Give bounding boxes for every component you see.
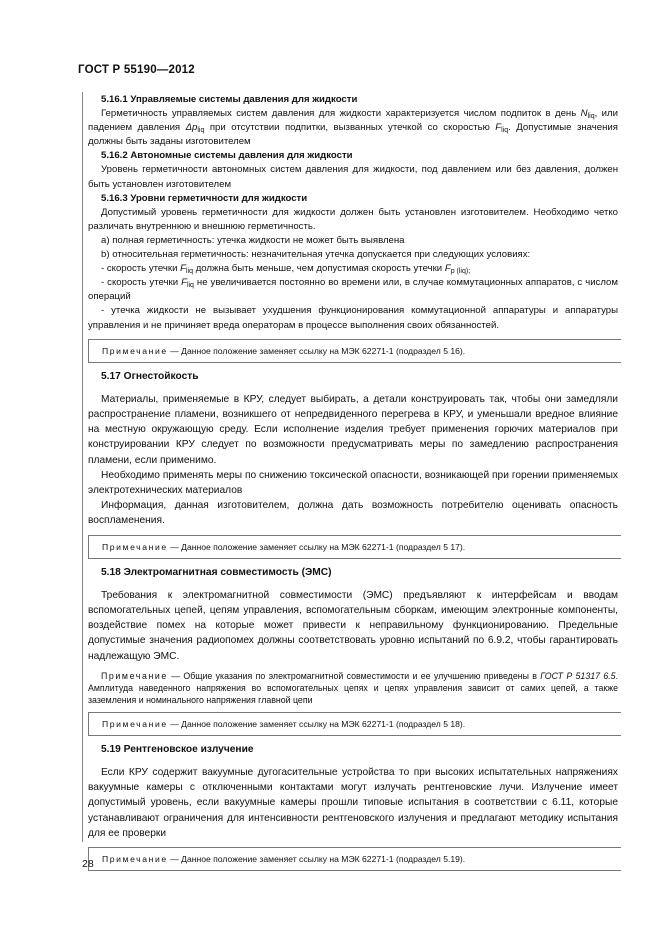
page-number: 28 bbox=[82, 858, 94, 870]
subscript: liq bbox=[186, 282, 194, 290]
text-run: . Амплитуда наведенного напряжения во вспомогательных цепях и цепях управления зависит от самих цепей, а также заземления и номинального напряжения главной цепи bbox=[88, 670, 619, 705]
note-text: — Данное положение заменяет ссылку на МЭК 62271-1 (подраздел 5 17). bbox=[167, 541, 466, 552]
paragraph: a) полная герметичность: утечка жидкости не может быть выявлена bbox=[101, 234, 405, 246]
paragraph: Необходимо применять меры по снижению токсической опасности, возникающей при горении применяемых электротехнических материалов bbox=[88, 469, 618, 497]
paragraph: Требования к электромагнитной совместимости (ЭМС) предъявляют к интерфейсам и вводам вспомогательных цепей, цепям управления, вспомогательным сборкам, имеющим электронные компоненты, воздействие помех на которые может привести к неправильному функционированию. Предельные допустимые значения радиопомех должны соответствовать уровню испытаний по 6.9.2, чтобы гарантировать надлежащую ЭМС. bbox=[88, 589, 618, 662]
text-run: , или падением давления bbox=[88, 108, 618, 134]
section-5-19-title: 5.19 Рентгеновское излучение bbox=[101, 743, 254, 755]
text-run: - скорость утечки bbox=[101, 263, 181, 275]
symbol: F bbox=[180, 263, 187, 275]
note-label: Примечание bbox=[102, 345, 168, 356]
note-box bbox=[88, 847, 621, 871]
section-5-16-1-text bbox=[88, 107, 618, 149]
note-text: — Данное положение заменяет ссылку на МЭК 62271-1 (подраздел 5.19). bbox=[167, 854, 466, 865]
list-item bbox=[88, 276, 618, 304]
reference: ГОСТ Р 51317 6.5 bbox=[540, 670, 616, 681]
note-label: Примечание bbox=[102, 854, 168, 865]
list-item: - утечка жидкости не вызывает ухудшения функционирования коммутационной аппаратуры и аппаратуры управления и не причиняет вреда операторам в процессе выполнения своих обязанностей. bbox=[88, 305, 618, 331]
paragraph: Допустимый уровень герметичности для жидкости должен быть установлен изготовителем. Необходимо четко различать внутреннюю и внешнюю герметичность. bbox=[88, 206, 618, 232]
symbol: F bbox=[181, 277, 187, 289]
text-run: - скорость утечки bbox=[101, 277, 182, 289]
subscript: p (liq); bbox=[450, 268, 471, 276]
section-5-16-2-title: 5.16.2 Автономные системы давления для жидкости bbox=[101, 150, 353, 162]
symbol: F bbox=[444, 263, 451, 275]
note-box bbox=[88, 712, 621, 736]
paragraph: Информация, данная изготовителем, должна дать возможность потребителю оценивать опасность воспламенения. bbox=[88, 500, 618, 527]
section-5-17-title: 5.17 Огнестойкость bbox=[101, 370, 199, 382]
note-text: — Данное положение заменяет ссылку на МЭК 62271-1 (подраздел 5 18). bbox=[167, 718, 466, 729]
subscript: liq bbox=[501, 127, 509, 135]
subscript: liq bbox=[186, 268, 194, 276]
paragraph: Если КРУ содержит вакуумные дугогасительные устройства то при высоких испытательных напряжениях вакуумные камеры с отключенными контактами могут излучать рентгеновские лучи. Излучение имеет допустимый уровень, если вакуумные камеры прошли типовые испытания в соответствии с 6.11, которые устанавливают ограничения для интенсивности рентгеновского излучения и предлагают методику испытания для ее проверки bbox=[88, 767, 618, 839]
section-5-16-1-title: 5.16.1 Управляемые системы давления для жидкости bbox=[101, 94, 358, 105]
document-header: ГОСТ Р 55190—2012 bbox=[78, 64, 195, 76]
note-label: Примечание bbox=[102, 541, 168, 552]
symbol: Δp bbox=[185, 122, 198, 134]
section-5-16-2-text: Уровень герметичности автономных систем давления для жидкости, под давлением или без давления, должен быть установлен изготовителем bbox=[88, 164, 618, 190]
subscript: liq bbox=[197, 127, 205, 135]
symbol: F bbox=[495, 122, 502, 134]
note-label: Примечание bbox=[101, 670, 168, 681]
note-box bbox=[88, 339, 621, 363]
note-paragraph bbox=[88, 670, 618, 706]
list-item bbox=[88, 262, 618, 276]
text-run: при отсутствии подпитки, вызванных утечкой со скоростью bbox=[204, 122, 496, 134]
section-5-18-title: 5.18 Электромагнитная совместимость (ЭМС) bbox=[101, 566, 332, 578]
page-content bbox=[88, 93, 618, 877]
section-5-16-3-title: 5.16.3 Уровни герметичности для жидкости bbox=[101, 192, 308, 204]
text-run: должна быть меньше, чем допустимая скорость утечки bbox=[193, 263, 445, 275]
text-run: Герметичность управляемых систем давления для жидкости характеризуется числом подпиток в день bbox=[101, 108, 581, 120]
text-run: не увеличивается постоянно во времени или, в случае коммутационных аппаратов, с числом операций bbox=[88, 277, 618, 303]
paragraph: b) относительная герметичность: незначительная утечка допускается при следующих условиях: bbox=[101, 249, 531, 261]
note-text: — Данное положение заменяет ссылку на МЭК 62271-1 (подраздел 5 16). bbox=[167, 345, 466, 356]
symbol: N bbox=[580, 108, 588, 120]
text-run: . Допустимые значения должны быть заданы изготовителем bbox=[88, 122, 618, 148]
text-run: — Общие указания по электромагнитной совместимости и ее улучшению приведены в bbox=[167, 670, 541, 681]
margin-change-bar bbox=[82, 92, 83, 842]
subscript: liq bbox=[587, 113, 595, 121]
note-box bbox=[88, 535, 621, 559]
paragraph: Материалы, применяемые в КРУ, следует выбирать, а детали конструировать так, чтобы они замедляли распространение пламени, возникшего от непредвиденного перегрева в КРУ, и уменьшали вредное влияние на местную окружающую среду. Если исполнение изделия требует применения горючих материалов при конструировании КРУ следует по возможности предусматривать меры по замедлению распространения пламени, если применимо. bbox=[88, 393, 618, 466]
note-label: Примечание bbox=[102, 718, 168, 729]
